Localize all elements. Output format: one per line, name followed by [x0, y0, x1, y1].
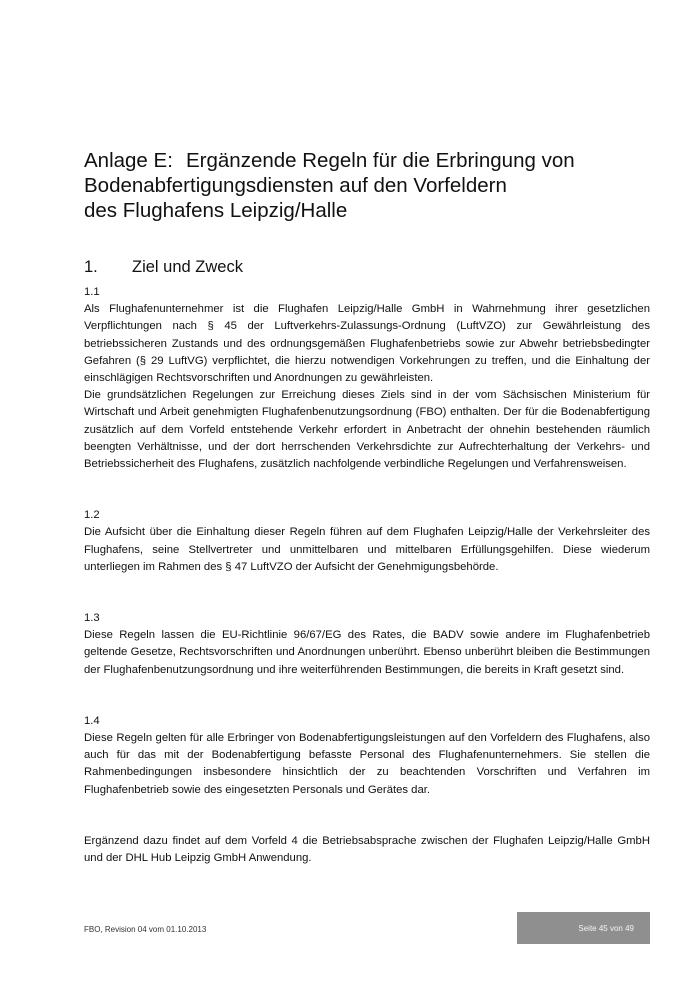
- page-number: Seite 45 von 49: [578, 924, 634, 933]
- section-heading: [84, 256, 243, 278]
- page-number-box: [517, 912, 650, 944]
- paragraph-text: Die Aufsicht über die Einhaltung dieser Regeln führen auf dem Flughafen Leipzig/Halle der Verkehrsleiter des Flughafens, seine Stellvertreter und unmittelbaren und mittelbaren Erfüllungsgehilfen. Diese wiederum unterliegen im Rahmen des § 47 LuftVZO der Aufsicht der Genehmigungsbehörde.: [84, 526, 650, 573]
- title-line-1: [84, 148, 664, 173]
- section-body: [84, 284, 650, 867]
- paragraph-number: 1.3: [84, 612, 100, 625]
- title-label: Anlage E:: [84, 149, 173, 172]
- footer-revision: FBO, Revision 04 vom 01.10.2013: [84, 925, 207, 934]
- section-number: 1.: [84, 258, 98, 276]
- title-line-3: des Flughafens Leipzig/Halle: [84, 199, 348, 222]
- paragraph-text: Die grundsätzlichen Regelungen zur Erreichung dieses Ziels sind in der vom Sächsischen Ministerium für Wirtschaft und Arbeit genehmigten Flughafenbenutzungsordnung (FBO) enthalten. Der für die Bodenabfertigung zusätzlich auf dem Vorfeld entstehende Verkehr erfordert in Anbetracht der ohnehin bestehenden räumlich beengten Verhältnisse, und der dort herrschenden Verkehrsdichte zur Aufrechterhaltung der Verkehrs- und Betriebssicherheit des Flughafens, zusätzlich nachfolgende verbindliche Regelungen und Verfahrensweisen.: [84, 389, 650, 471]
- paragraph-text: Als Flughafenunternehmer ist die Flughafen Leipzig/Halle GmbH in Wahrnehmung ihrer gesetzlichen Verpflichtungen nach § 45 der Luftverkehrs-Zulassungs-Ordnung (LuftVZO) zur Gewährleistung des betriebssicheren Zustands und des ordnungsgemäßen Flughafenbetriebs sowie zur Abwehr betriebsbedingter Gefahren (§ 29 LuftVG) verpflichtet, die hierzu notwendigen Vorkehrungen zu treffen, und die Einhaltung der einschlägigen Rechtsvorschriften und Anordnungen zu gewährleisten.: [84, 303, 650, 385]
- paragraph-number: 1.4: [84, 714, 100, 727]
- paragraph-number: 1.2: [84, 509, 100, 522]
- title-line-2: Bodenabfertigungsdiensten auf den Vorfeldern: [84, 174, 507, 197]
- page-title: [84, 148, 664, 223]
- paragraph-text: Diese Regeln gelten für alle Erbringer von Bodenabfertigungsleistungen auf den Vorfeldern des Flughafens, also auch für das mit der Bodenabfertigung befasste Personal des Flughafenunternehmers. Sie stellen die Rahmenbedingungen insbesondere hinsichtlich der zu beachtenden Vorschriften und Verfahren im Flughafenbetrieb sowie des eingesetzten Personals und Gerätes dar.: [84, 732, 650, 796]
- title-text-1: Ergänzende Regeln für die Erbringung von: [186, 149, 575, 172]
- section-title: Ziel und Zweck: [132, 258, 243, 276]
- closing-paragraph: Ergänzend dazu findet auf dem Vorfeld 4 die Betriebsabsprache zwischen der Flughafen Leipzig/Halle GmbH und der DHL Hub Leipzig GmbH Anwendung.: [84, 834, 650, 865]
- paragraph-text: Diese Regeln lassen die EU-Richtlinie 96/67/EG des Rates, die BADV sowie andere im Flughafenbetrieb geltende Gesetze, Rechtsvorschriften und Anordnungen unberührt. Ebenso unberührt bleiben die Bestimmungen der Flughafenbenutzungsordnung und ihre weiterführenden Bestimmungen, die bereits in Kraft gesetzt sind.: [84, 629, 650, 676]
- paragraph-number: 1.1: [84, 286, 100, 298]
